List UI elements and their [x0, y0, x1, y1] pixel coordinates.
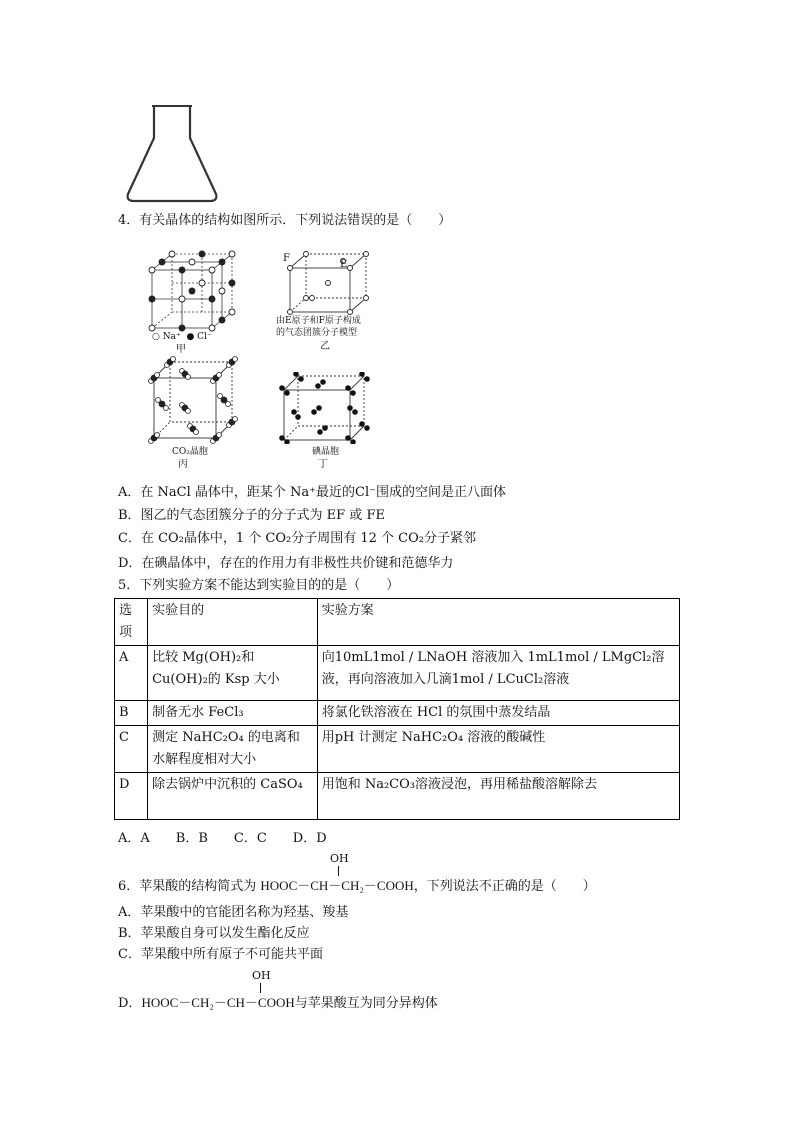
- row-goal: 制备无水 FeCl₃: [148, 701, 318, 726]
- figure-bing-label: 丙: [178, 459, 188, 470]
- nacl-crystal-figure: [146, 250, 238, 332]
- table-row: [115, 726, 680, 773]
- question-6-option-c: C．苹果酸中所有原子不可能共平面: [118, 947, 323, 962]
- table-row: [115, 701, 680, 726]
- experiment-table: [114, 598, 680, 820]
- table-header-row: [115, 599, 680, 646]
- malic-acid-formula: HOOC－CH－CH₂－COOH: [260, 878, 414, 893]
- cluster-molecule-figure: [284, 250, 374, 316]
- row-plan: 用饱和 Na₂CO₃溶液浸泡，再用稀盐酸溶解除去: [317, 773, 679, 820]
- atom-e-label: E: [340, 259, 348, 270]
- co2-cell-figure: [146, 356, 238, 444]
- cluster-caption-1: 由E原子和F原子构成: [276, 316, 361, 326]
- row-goal: 测定 NaHC₂O₄ 的电离和水解程度相对大小: [148, 726, 318, 773]
- row-option: A: [115, 646, 148, 701]
- header-goal: 实验目的: [148, 599, 318, 646]
- row-plan: 向10mL1mol / LNaOH 溶液加入 1mL1mol / LMgCl₂溶液，再向溶液加入几滴1mol / LCuCl₂溶液: [317, 646, 679, 701]
- iodine-cell-caption: 碘晶胞: [312, 447, 340, 457]
- question-5-answers: A．A B．B C．C D．D: [118, 831, 327, 846]
- question-4-option-d: D．在碘晶体中，存在的作用力有非极性共价键和范德华力: [118, 556, 454, 571]
- iodine-cell-figure: [278, 372, 370, 444]
- q6d-formula: HOOC－CH₂－CH－COOH: [141, 995, 295, 1010]
- figure-jia-label: 甲: [176, 344, 186, 355]
- cl-legend: ● Cl⁻: [186, 332, 212, 342]
- row-option: D: [115, 773, 148, 820]
- co2-cell-caption: CO₂晶胞: [172, 447, 208, 457]
- question-4-option-c: C．在 CO₂晶体中，1 个 CO₂分子周围有 12 个 CO₂分子紧邻: [118, 531, 477, 546]
- header-option: 选项: [115, 599, 148, 646]
- question-4-stem: 4．有关晶体的结构如图所示．下列说法错误的是（ ）: [118, 213, 452, 228]
- row-option: B: [115, 701, 148, 726]
- q6-oh-group: OH: [330, 852, 349, 865]
- q6-stem-prefix: 6．苹果酸的结构简式为: [118, 879, 261, 894]
- question-4-option-a: A．在 NaCl 晶体中，距某个 Na⁺最近的Cl⁻围成的空间是正八面体: [118, 485, 506, 500]
- q6-stem-suffix: ，下列说法不正确的是（ ）: [413, 879, 596, 894]
- question-6-option-d: [118, 994, 438, 1013]
- q6d-oh-group: OH: [252, 969, 271, 982]
- row-plan: 用pH 计测定 NaHC₂O₄ 溶液的酸碱性: [317, 726, 679, 773]
- row-goal: 比较 Mg(OH)₂和 Cu(OH)₂的 Ksp 大小: [148, 646, 318, 701]
- row-plan: 将氯化铁溶液在 HCl 的氛围中蒸发结晶: [317, 701, 679, 726]
- figure-ding-label: 丁: [318, 459, 328, 470]
- q6d-oh-bond: [260, 983, 261, 993]
- row-option: C: [115, 726, 148, 773]
- row-goal: 除去锅炉中沉积的 CaSO₄: [148, 773, 318, 820]
- header-plan: 实验方案: [317, 599, 679, 646]
- figure-yi-label: 乙: [320, 341, 330, 352]
- table-row: [115, 773, 680, 820]
- question-4-option-b: B．图乙的气态团簇分子的分子式为 EF 或 FE: [118, 508, 385, 523]
- table-row: [115, 646, 680, 701]
- na-legend: ○ Na⁺: [152, 332, 181, 342]
- question-6-option-a: A．苹果酸中的官能团名称为羟基、羧基: [118, 905, 349, 920]
- atom-f-label: F: [283, 253, 290, 264]
- question-6-option-b: B．苹果酸自身可以发生酯化反应: [118, 926, 310, 941]
- q6d-prefix: D．: [118, 996, 142, 1011]
- q6-oh-bond: [338, 866, 339, 876]
- cluster-caption-2: 的气态团簇分子模型: [276, 328, 358, 338]
- conical-flask-figure: [124, 102, 220, 204]
- q6d-suffix: 与苹果酸互为同分异构体: [294, 996, 438, 1011]
- question-5-stem: 5．下列实验方案不能达到实验目的的是（ ）: [118, 578, 400, 593]
- nacl-legend: [152, 332, 212, 343]
- question-6-stem: [118, 877, 596, 896]
